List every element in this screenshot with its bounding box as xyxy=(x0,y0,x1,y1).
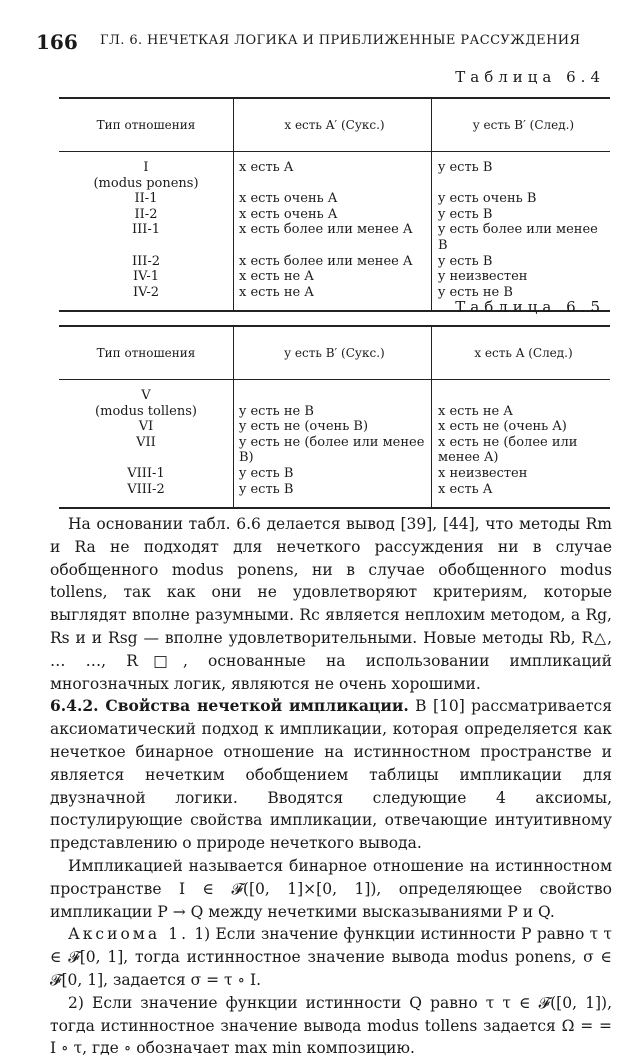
premise-cell: x есть очень A xyxy=(234,207,432,223)
conclusion-cell: y есть более или менее B xyxy=(438,222,598,253)
table-row xyxy=(59,466,610,482)
relation-type: II-2 xyxy=(59,207,234,223)
relation-type: III-2 xyxy=(59,254,234,270)
table-row xyxy=(59,269,610,285)
table-row xyxy=(59,222,610,253)
axiom-paragraph xyxy=(50,923,612,991)
table-row xyxy=(59,176,610,192)
relation-type: II-1 xyxy=(59,191,234,207)
table-row xyxy=(59,482,610,509)
relation-type: VIII-1 xyxy=(59,466,234,482)
premise-cell xyxy=(234,176,432,192)
running-title: ГЛ. 6. НЕЧЕТКАЯ ЛОГИКА И ПРИБЛИЖЕННЫЕ РАССУЖДЕНИЯ xyxy=(100,33,581,48)
table-row xyxy=(59,380,610,404)
premise-cell: x есть не A xyxy=(234,269,432,285)
premise-cell: x есть не A xyxy=(234,285,432,312)
conclusion-cell xyxy=(432,176,611,192)
axiom-label: Аксиома 1. xyxy=(68,925,190,944)
premise-cell: x есть очень A xyxy=(234,191,432,207)
relation-type: V xyxy=(59,380,234,404)
relation-type: VII xyxy=(59,435,234,466)
relation-type: (modus ponens) xyxy=(59,176,234,192)
body-text xyxy=(50,513,612,1060)
relation-type: VI xyxy=(59,419,234,435)
conclusion-cell: x есть не (более или менее A) xyxy=(438,434,578,466)
conclusion-cell xyxy=(432,380,611,404)
relation-type: VIII-2 xyxy=(59,482,234,509)
conclusion-cell: x есть не (очень A) xyxy=(438,419,567,435)
relation-type: (modus tollens) xyxy=(59,404,234,420)
column-header: x есть A (След.) xyxy=(432,326,611,380)
table-row xyxy=(59,419,610,435)
table-row xyxy=(59,435,610,466)
paragraph: 2) Если значение функции истинности Q равно τ τ ∈ 𝓕([0, 1]), тогда истинностное значение вывода modus tollens задается Ω = = I ∘ τ, где ∘ обозначает max min композицию. xyxy=(50,993,612,1058)
paragraph: Импликацией называется бинарное отношение на истинностном пространстве I ∈ 𝓕([0, 1]×[0, 1]), определяющее свойство импликации P → Q между нечеткими высказываниями P и Q. xyxy=(50,856,612,921)
column-header: y есть B′ (След.) xyxy=(432,98,611,152)
conclusion-cell: x есть A xyxy=(432,482,611,509)
relation-type: IV-1 xyxy=(59,269,234,285)
modus-ponens-table xyxy=(59,97,610,312)
column-header: Тип отношения xyxy=(59,98,234,152)
premise-cell: y есть не (более или менее B) xyxy=(234,435,432,466)
conclusion-cell: y неизвестен xyxy=(438,269,528,285)
conclusion-cell: x есть не A xyxy=(438,403,513,419)
relation-type: IV-2 xyxy=(59,285,234,312)
conclusion-cell: y есть не B xyxy=(432,285,611,312)
table-row xyxy=(59,191,610,207)
conclusion-cell: x неизвестен xyxy=(438,465,528,481)
premise-cell: y есть B xyxy=(234,482,432,509)
page-number: 166 xyxy=(36,30,78,54)
table-caption: Таблица 6.4 xyxy=(455,68,605,86)
section-text: В [10] рассматривается аксиоматический подход к импликации, которая определяется как нечеткое бинарное отношение на истинностном пространстве и является нечетким обобщением таблицы импликации для двузначной логики. Вводятся следующие 4 аксиомы, постулирующие свойства импликации, отвечающие интуитивному представлению о природе нечеткого вывода. xyxy=(50,697,612,853)
relation-type: III-1 xyxy=(59,222,234,253)
page-header xyxy=(36,30,607,52)
section-paragraph xyxy=(50,695,612,855)
table-row xyxy=(59,207,610,223)
paragraph: На основании табл. 6.6 делается вывод [39], [44], что методы Rm и Ra не подходят для нечеткого рассуждения ни в случае обобщенного modus ponens, ни в случае обобщенного modus tollens, так как они не удовлетворяют критериям, которые выглядят вполне разумными. Rc является неплохим методом, а Rg, Rs и и Rsg — вполне удовлетворительными. Новые методы Rb, R△, … …, R□, основанные на использовании импликаций многозначных логик, являются не очень хорошими. xyxy=(50,515,612,693)
premise-cell: x есть A xyxy=(234,152,432,176)
conclusion-cell: y есть B xyxy=(438,206,493,222)
table-caption: Таблица 6.5 xyxy=(455,298,605,316)
column-header: x есть A′ (Сукс.) xyxy=(234,98,432,152)
modus-tollens-table xyxy=(59,325,610,509)
table-row xyxy=(59,404,610,420)
table-row xyxy=(59,254,610,270)
premise-cell: y есть не (очень B) xyxy=(234,419,432,435)
conclusion-cell: y есть B xyxy=(438,160,493,175)
premise-cell: y есть не B xyxy=(234,404,432,420)
premise-cell: y есть B xyxy=(234,466,432,482)
premise-cell: x есть более или менее A xyxy=(234,254,432,270)
premise-cell xyxy=(234,380,432,404)
relation-type: I xyxy=(59,152,234,176)
conclusion-cell: y есть B xyxy=(438,253,493,269)
section-heading: 6.4.2. Свойства нечеткой импликации. xyxy=(50,696,409,716)
premise-cell: x есть более или менее A xyxy=(234,222,432,253)
column-header: y есть B′ (Сукс.) xyxy=(234,326,432,380)
conclusion-cell: y есть очень B xyxy=(438,191,537,207)
axiom-text: 1) Если значение функции истинности P равно τ τ ∈ 𝓕[0, 1], тогда истинностное значение вывода modus ponens, σ ∈ 𝓕[0, 1], задается σ = τ ∘ I. xyxy=(50,925,612,989)
column-header: Тип отношения xyxy=(59,326,234,380)
table-row xyxy=(59,152,610,176)
